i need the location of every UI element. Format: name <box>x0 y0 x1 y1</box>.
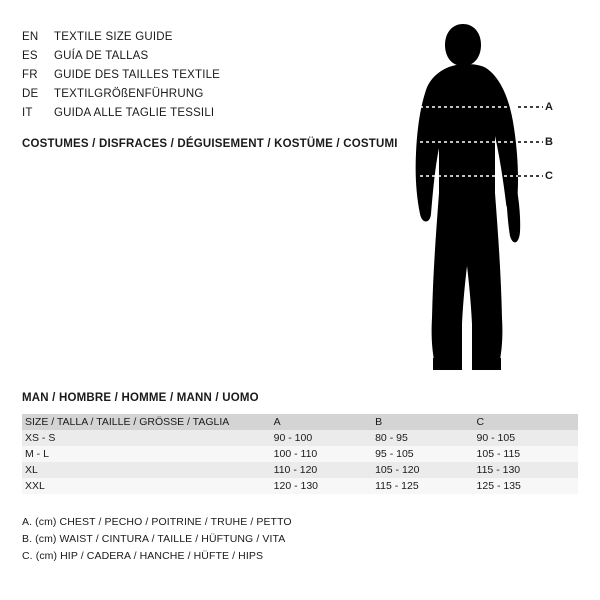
table-row <box>22 462 578 478</box>
language-list <box>22 28 352 123</box>
measure-label-a: A <box>545 101 553 113</box>
cell-a: 110 - 120 <box>273 464 318 476</box>
measure-label-c: C <box>545 170 553 182</box>
cell-a: 90 - 100 <box>273 432 313 444</box>
cell-size: XL <box>25 464 38 476</box>
legend-item-a: A. (cm) CHEST / PECHO / POITRINE / TRUHE / PETTO <box>22 516 292 528</box>
language-row <box>22 66 352 85</box>
cell-b: 80 - 95 <box>375 432 408 444</box>
column-header-a: A <box>273 416 281 428</box>
size-table <box>22 414 578 494</box>
language-code: ES <box>22 50 38 62</box>
costumes-subtitle: COSTUMES / DISFRACES / DÉGUISEMENT / KOSTÜME / COSTUMI <box>22 138 398 150</box>
table-row <box>22 430 578 446</box>
section-title-man: MAN / HOMBRE / HOMME / MANN / UOMO <box>22 392 259 404</box>
legend-item-b: B. (cm) WAIST / CINTURA / TAILLE / HÜFTUNG / VITA <box>22 533 286 545</box>
cell-b: 115 - 125 <box>375 480 419 492</box>
language-code: DE <box>22 88 39 100</box>
table-row <box>22 446 578 462</box>
language-text: GUÍA DE TALLAS <box>54 50 149 62</box>
language-row <box>22 28 352 47</box>
language-text: GUIDA ALLE TAGLIE TESSILI <box>54 107 215 119</box>
cell-c: 90 - 105 <box>476 432 516 444</box>
cell-a: 100 - 110 <box>273 448 318 460</box>
cell-size: XXL <box>25 480 45 492</box>
column-header-c: C <box>476 416 485 428</box>
legend-item-c: C. (cm) HIP / CADERA / HANCHE / HÜFTE / HIPS <box>22 550 264 562</box>
cell-c: 125 - 135 <box>476 480 521 492</box>
language-row <box>22 104 352 123</box>
cell-a: 120 - 130 <box>273 480 319 492</box>
cell-size: XS - S <box>25 432 56 444</box>
language-code: EN <box>22 31 39 43</box>
table-row <box>22 478 578 494</box>
cell-c: 115 - 130 <box>476 464 521 476</box>
language-code: FR <box>22 69 38 81</box>
measurement-legend <box>22 514 292 565</box>
measure-label-b: B <box>545 136 553 148</box>
table-header-row <box>22 414 578 430</box>
cell-size: M - L <box>25 448 49 460</box>
cell-c: 105 - 115 <box>476 448 521 460</box>
language-text: TEXTILE SIZE GUIDE <box>54 31 173 43</box>
cell-b: 105 - 120 <box>375 464 420 476</box>
language-row <box>22 47 352 66</box>
column-header-b: B <box>375 416 383 428</box>
language-row <box>22 85 352 104</box>
language-text: TEXTILGRÖßENFÜHRUNG <box>54 88 204 100</box>
language-code: IT <box>22 107 33 119</box>
language-text: GUIDE DES TAILLES TEXTILE <box>54 69 221 81</box>
body-silhouette <box>400 18 590 378</box>
cell-b: 95 - 105 <box>375 448 414 460</box>
column-header-size: SIZE / TALLA / TAILLE / GRÖSSE / TAGLIA <box>25 416 230 428</box>
